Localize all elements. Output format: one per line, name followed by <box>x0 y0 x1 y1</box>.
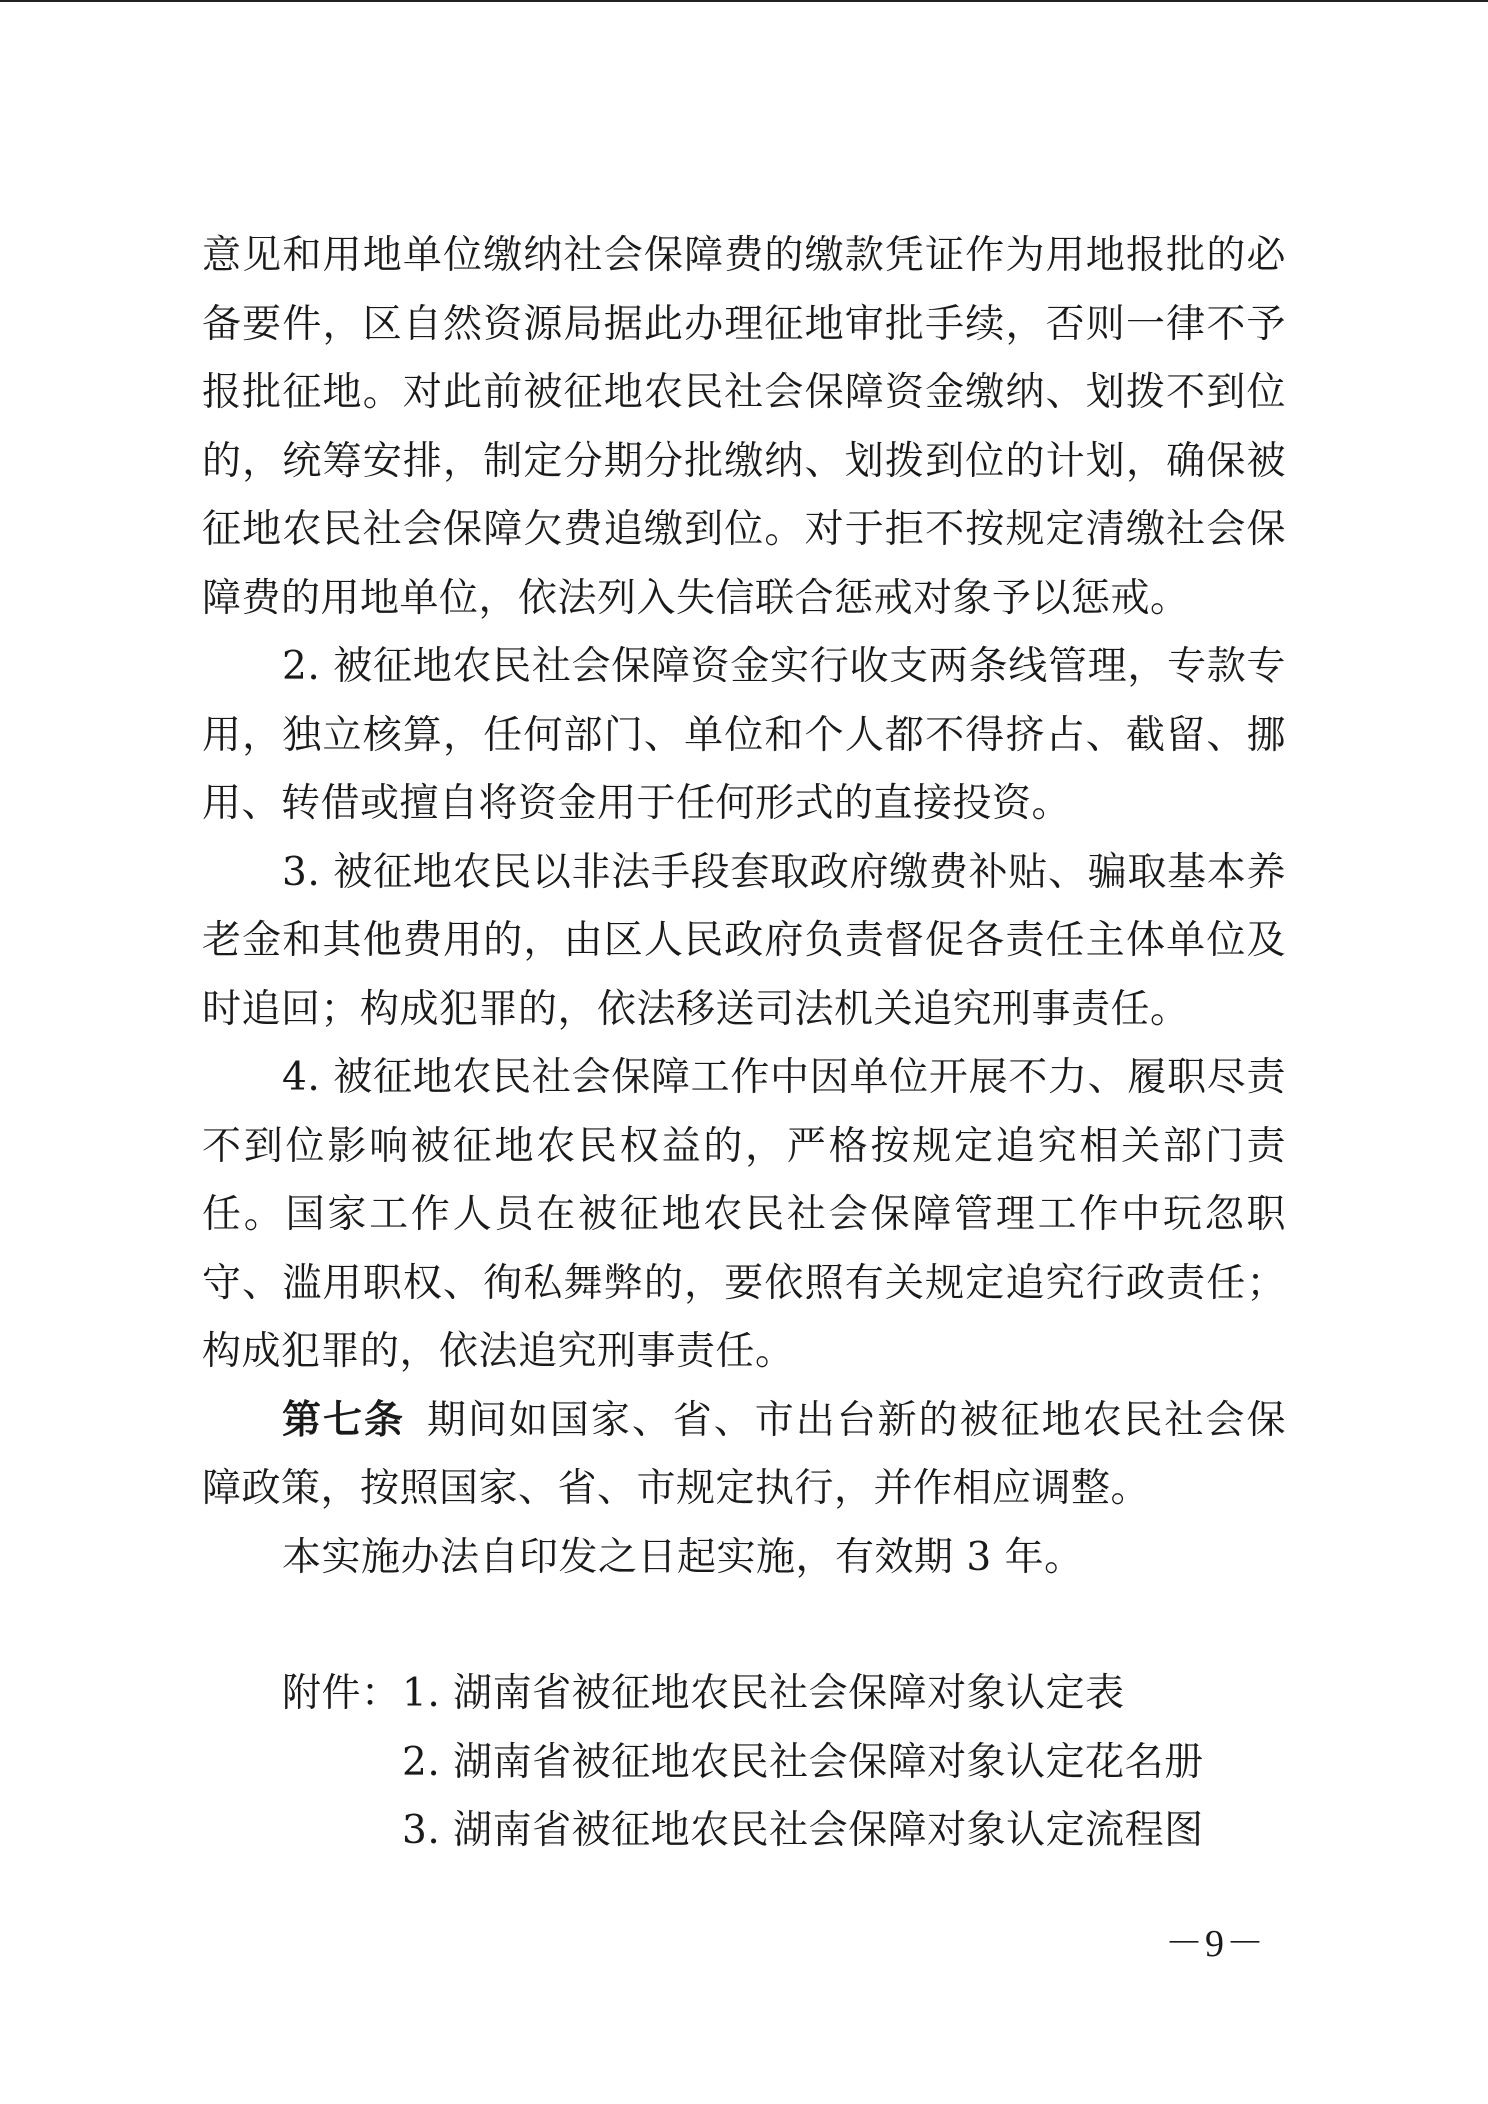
article-7-paragraph <box>202 1387 1286 1524</box>
article-7-body: 期间如国家、省、市出台新的被征地农民社会保障政策，按照国家、省、市规定执行，并作相应调整。 <box>202 1397 1286 1511</box>
page-top-edge <box>0 0 1488 2</box>
attachments-label: 附件： <box>282 1671 401 1716</box>
attachment-item: 1. 湖南省被征地农民社会保障对象认定表 <box>402 1671 1125 1716</box>
attachments-list <box>202 1660 1286 1866</box>
paragraph-item-4: 4. 被征地农民社会保障工作中因单位开展不力、履职尽责不到位影响被征地农民权益的，严格按规定追究相关部门责任。国家工作人员在被征地农民社会保障管理工作中玩忽职守、滥用职权、徇私舞弊的，要依照有关规定追究行政责任；构成犯罪的，依法追究刑事责任。 <box>202 1055 1286 1374</box>
paragraph-item-2: 2. 被征地农民社会保障资金实行收支两条线管理，专款专用，独立核算，任何部门、单位和个人都不得挤占、截留、挪用、转借或擅自将资金用于任何形式的直接投资。 <box>202 644 1286 826</box>
attachment-row <box>202 1660 1286 1729</box>
effective-date-paragraph: 本实施办法自印发之日起实施，有效期 3 年。 <box>282 1534 1084 1580</box>
paragraph-continuation: 意见和用地单位缴纳社会保障费的缴款凭证作为用地报批的必备要件，区自然资源局据此办理征地审批手续，否则一律不予报批征地。对此前被征地农民社会保障资金缴纳、划拨不到位的，统筹安排，制定分期分批缴纳、划拨到位的计划，确保被征地农民社会保障欠费追缴到位。对于拒不按规定清缴社会保障费的用地单位，依法列入失信联合惩戒对象予以惩戒。 <box>202 233 1286 621</box>
spacer <box>202 1592 1286 1660</box>
attachment-item: 3. 湖南省被征地农民社会保障对象认定流程图 <box>402 1808 1204 1853</box>
article-7-heading: 第七条 <box>282 1397 405 1443</box>
attachment-row <box>202 1797 1286 1866</box>
document-body <box>202 222 1286 1866</box>
page-number: －9－ <box>1164 1923 1266 1965</box>
attachment-row <box>202 1729 1286 1798</box>
attachment-item: 2. 湖南省被征地农民社会保障对象认定花名册 <box>402 1739 1204 1785</box>
paragraph-item-3: 3. 被征地农民以非法手段套取政府缴费补贴、骗取基本养老金和其他费用的，由区人民政府负责督促各责任主体单位及时追回；构成犯罪的，依法移送司法机关追究刑事责任。 <box>202 849 1286 1032</box>
